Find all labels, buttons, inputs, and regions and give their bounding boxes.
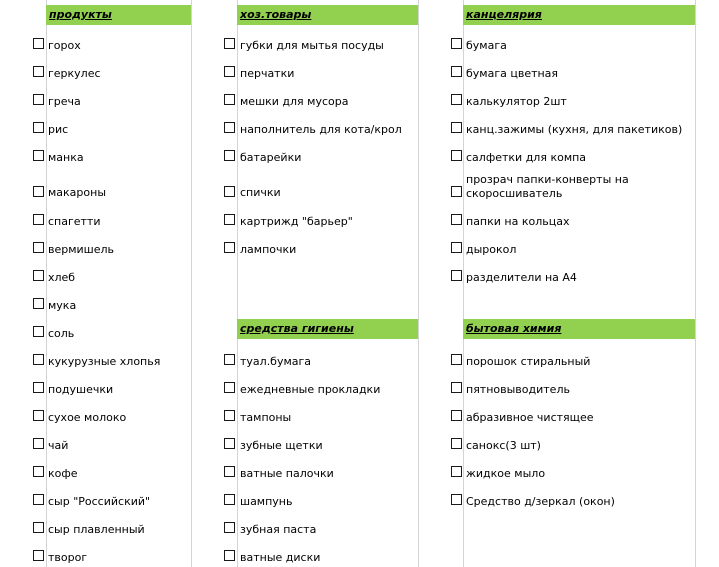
grid-line — [418, 0, 419, 567]
item-checkbox[interactable] — [451, 354, 462, 365]
item-checkbox[interactable] — [33, 270, 44, 281]
grid-line — [191, 0, 192, 567]
item-label: прозрач папки-конверты на скоросшиватель — [466, 173, 629, 200]
item-label: сухое молоко — [48, 411, 127, 424]
item-label: чай — [48, 439, 69, 452]
item-label: греча — [48, 95, 81, 108]
item-checkbox[interactable] — [224, 354, 235, 365]
item-label: рис — [48, 123, 69, 136]
item-checkbox[interactable] — [451, 150, 462, 161]
item-label: ватные палочки — [240, 467, 334, 480]
item-checkbox[interactable] — [451, 494, 462, 505]
item-checkbox[interactable] — [33, 122, 44, 133]
item-checkbox[interactable] — [33, 66, 44, 77]
item-checkbox[interactable] — [224, 122, 235, 133]
item-label: бумага цветная — [466, 67, 559, 80]
item-checkbox[interactable] — [33, 242, 44, 253]
item-checkbox[interactable] — [451, 214, 462, 225]
grid-line — [695, 0, 696, 567]
item-checkbox[interactable] — [33, 298, 44, 309]
item-checkbox[interactable] — [451, 270, 462, 281]
item-label: творог — [48, 551, 88, 564]
item-label: пятновыводитель — [466, 383, 570, 396]
item-checkbox[interactable] — [451, 382, 462, 393]
item-checkbox[interactable] — [451, 122, 462, 133]
item-checkbox[interactable] — [224, 66, 235, 77]
item-checkbox[interactable] — [33, 94, 44, 105]
item-checkbox[interactable] — [33, 354, 44, 365]
item-checkbox[interactable] — [224, 466, 235, 477]
item-checkbox[interactable] — [33, 494, 44, 505]
item-checkbox[interactable] — [224, 522, 235, 533]
item-checkbox[interactable] — [33, 214, 44, 225]
item-label: спагетти — [48, 215, 101, 228]
item-checkbox[interactable] — [33, 550, 44, 561]
item-label: тампоны — [240, 411, 292, 424]
item-label: хлеб — [48, 271, 76, 284]
header-bytovaya-khimiya: бытовая химия — [463, 319, 695, 339]
item-label: манка — [48, 151, 84, 164]
item-checkbox[interactable] — [224, 186, 235, 197]
item-label: подушечки — [48, 383, 114, 396]
item-label: абразивное чистящее — [466, 411, 594, 424]
item-checkbox[interactable] — [451, 94, 462, 105]
item-checkbox[interactable] — [451, 438, 462, 449]
item-label: перчатки — [240, 67, 295, 80]
item-label: вермишель — [48, 243, 115, 256]
item-label: мука — [48, 299, 77, 312]
item-checkbox[interactable] — [224, 438, 235, 449]
header-khoz-tovary: хоз.товары — [237, 5, 418, 25]
item-label: ежедневные прокладки — [240, 383, 381, 396]
item-label: лампочки — [240, 243, 297, 256]
item-checkbox[interactable] — [224, 382, 235, 393]
item-label: кукурузные хлопья — [48, 355, 161, 368]
item-label: мешки для мусора — [240, 95, 349, 108]
item-checkbox[interactable] — [224, 150, 235, 161]
item-label: шампунь — [240, 495, 293, 508]
item-label: макароны — [48, 186, 107, 199]
item-label: разделители на А4 — [466, 271, 577, 284]
item-checkbox[interactable] — [33, 150, 44, 161]
item-checkbox[interactable] — [224, 242, 235, 253]
item-checkbox[interactable] — [33, 326, 44, 337]
grid-line — [46, 0, 47, 567]
item-label: горох — [48, 39, 81, 52]
item-checkbox[interactable] — [33, 466, 44, 477]
item-checkbox[interactable] — [451, 186, 462, 197]
item-label: губки для мытья посуды — [240, 39, 384, 52]
item-label: геркулес — [48, 67, 101, 80]
item-label: зубная паста — [240, 523, 317, 536]
item-label: наполнитель для кота/крол — [240, 123, 402, 136]
item-checkbox[interactable] — [33, 438, 44, 449]
item-label: соль — [48, 327, 75, 340]
item-label: дырокол — [466, 243, 517, 256]
item-label: папки на кольцах — [466, 215, 570, 228]
item-checkbox[interactable] — [33, 522, 44, 533]
item-label: ватные диски — [240, 551, 321, 564]
item-checkbox[interactable] — [451, 242, 462, 253]
item-label: санокс(3 шт) — [466, 439, 541, 452]
header-produkty: продукты — [46, 5, 191, 25]
item-checkbox[interactable] — [451, 38, 462, 49]
item-label: спички — [240, 186, 281, 199]
item-checkbox[interactable] — [33, 186, 44, 197]
item-checkbox[interactable] — [33, 382, 44, 393]
item-checkbox[interactable] — [224, 94, 235, 105]
item-label: салфетки для компа — [466, 151, 587, 164]
item-label: батарейки — [240, 151, 302, 164]
item-checkbox[interactable] — [224, 550, 235, 561]
item-label: сыр плавленный — [48, 523, 145, 536]
header-sredstva-gigieny: средства гигиены — [237, 319, 418, 339]
grid-line — [237, 0, 238, 567]
item-label: порошок стиральный — [466, 355, 591, 368]
item-checkbox[interactable] — [224, 214, 235, 225]
item-label: калькулятор 2шт — [466, 95, 567, 108]
item-label: Средство д/зеркал (окон) — [466, 495, 615, 508]
item-checkbox[interactable] — [224, 410, 235, 421]
item-checkbox[interactable] — [224, 494, 235, 505]
item-checkbox[interactable] — [33, 410, 44, 421]
item-label: бумага — [466, 39, 507, 52]
item-label: канц.зажимы (кухня, для пакетиков) — [466, 123, 683, 136]
header-kantselyariya: канцелярия — [463, 5, 695, 25]
item-label: туал.бумага — [240, 355, 312, 368]
item-checkbox[interactable] — [224, 38, 235, 49]
item-checkbox[interactable] — [451, 466, 462, 477]
item-label: жидкое мыло — [466, 467, 546, 480]
item-label: картрижд "барьер" — [240, 215, 353, 228]
item-label: зубные щетки — [240, 439, 323, 452]
item-label: сыр "Российский" — [48, 495, 151, 508]
item-checkbox[interactable] — [451, 66, 462, 77]
item-checkbox[interactable] — [451, 410, 462, 421]
item-checkbox[interactable] — [33, 38, 44, 49]
item-label: кофе — [48, 467, 78, 480]
grid-line — [463, 0, 464, 567]
